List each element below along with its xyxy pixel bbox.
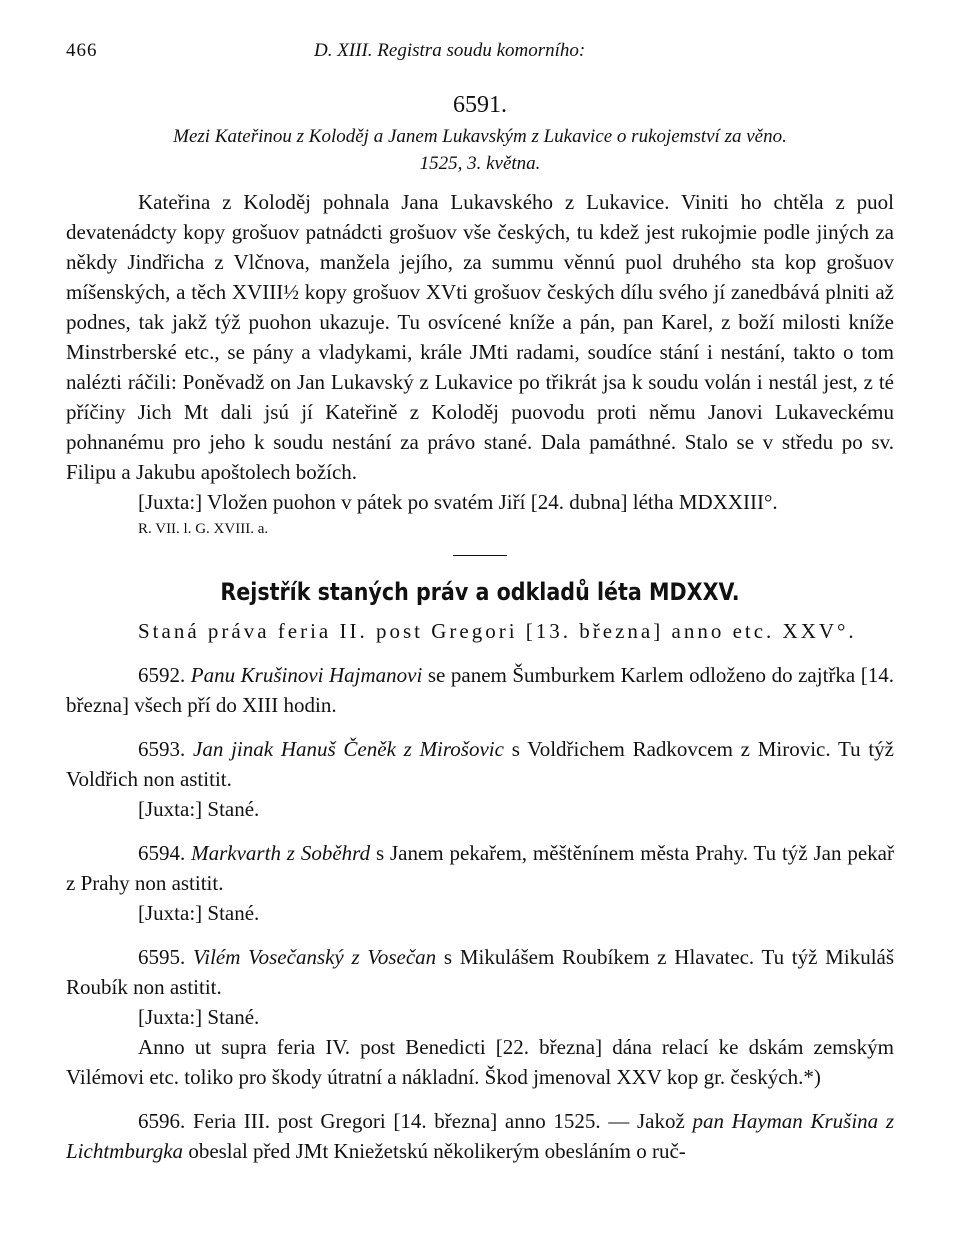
entry-text: s Janem pekařem, měštěnínem města Prahy. Tu týž Jan pekař z Prahy non astitit. [66,841,894,895]
page-number: 466 [66,40,98,61]
entry-6594 [66,838,894,898]
entry-6595 [66,942,894,1002]
running-title: D. XIII. Registra soudu komorního: [314,40,586,61]
section-heading: Rejstřík staných práv a odkladů léta MDXXV. [220,578,740,606]
entry-number-6591: 6591. [453,92,507,118]
entry-text: s Mikulášem Roubíkem z Hlavatec. Tu týž Mikuláš Roubík non astitit. [66,945,895,999]
entry-text: Feria III. post Gregori [14. března] anno 1525. — Jakož [192,1109,685,1133]
relation-note-6595: Anno ut supra feria IV. post Benedicti [22. března] dána relací ke dskám zemským Vilémovi etc. toliko pro škody útratní a nákladní. Škod jmenoval XXV kop gr. českých.*) [66,1035,894,1089]
entry-text: se panem Šumburkem Karlem odloženo do zajtřka [14. března] všech pří do XIII hodin. [66,663,894,717]
archive-reference: R. VII. l. G. XVIII. a. [138,521,269,537]
entry-body-6591: Kateřina z Koloděj pohnala Jana Lukavského z Lukavice. Viniti ho chtěla z puol devatenádcty kopy grošuov patnádcti grošuov vše českých, tu kdež jest rukojmie podle jiných za někdy Jindřicha z Vlčnova, manžela jejího, za summu věnnú puol druhého sta kop grošuov míšenských, a těch XVIII½ kopy grošuov XVti grošuov českých dílu svého jí zanedbává plniti až podnes, tak jakž týž puohon ukazuje. Tu osvícené kníže a pán, pan Karel, z boží milosti kníže Minstrberské etc., se pány a vladykami, krále JMti radami, soudíce stání i nestání, takto o tom nalézti ráčili: Poněvadž on Jan Lukavský z Lukavice po třikrát jsa k soudu volán i nestál jest, z té příčiny Jich Mt dali jsú jí Kateřině z Koloděj puovodu proti němu Janovi Lukaveckému pohnanému pro jeho k soudu nestání za právo stané. Dala památhné. Stalo se v středu po sv. Filipu a Jakubu apoštolech božích. [66,190,894,484]
party-name: Vilém Vosečanský z Vosečan [192,945,437,969]
juxta-note-6594: [Juxta:] Stané. [138,901,260,925]
entry-title-6591 [66,123,894,177]
juxta-note-6591: [Juxta:] Vložen puohon v pátek po svatém Jiří [24. dubna] létha MDXXIII°. [138,490,778,514]
entry-number: 6594. [138,841,186,865]
entry-number: 6596. [138,1109,186,1133]
entry-title-line: Mezi Kateřinou z Koloděj a Janem Lukavským z Lukavice o rukojemství za věno. [173,126,787,147]
document-page [66,40,894,1166]
entry-text: s Voldřichem Radkovcem z Mirovic. Tu týž Voldřich non astitit. [66,737,895,791]
entry-number: 6593. [138,737,186,761]
entry-number: 6592. [138,663,186,687]
entry-text-continued: obeslal před JMt Kniežetskú několikerým obesláním o ruč- [188,1139,686,1163]
entry-6596 [66,1106,894,1166]
entry-number: 6595. [138,945,186,969]
juxta-note-6593: [Juxta:] Stané. [138,797,260,821]
juxta-note-6595: [Juxta:] Stané. [138,1005,260,1029]
section-subheading: Staná práva feria II. post Gregori [13. března] anno etc. XXV°. [138,619,857,643]
party-name: Jan jinak Hanuš Čeněk z Mirošovic [193,737,504,761]
entry-6592 [66,660,894,720]
party-name: Markvarth z Soběhrd [191,841,371,865]
section-divider [453,555,507,556]
entry-6593 [66,734,894,794]
running-header [66,40,894,70]
party-name: pan Hayman Krušina z Lichtmburgka [66,1109,895,1163]
party-name: Panu Krušinovi Hajmanovi [190,663,423,687]
entry-date-line: 1525, 3. května. [419,153,541,174]
